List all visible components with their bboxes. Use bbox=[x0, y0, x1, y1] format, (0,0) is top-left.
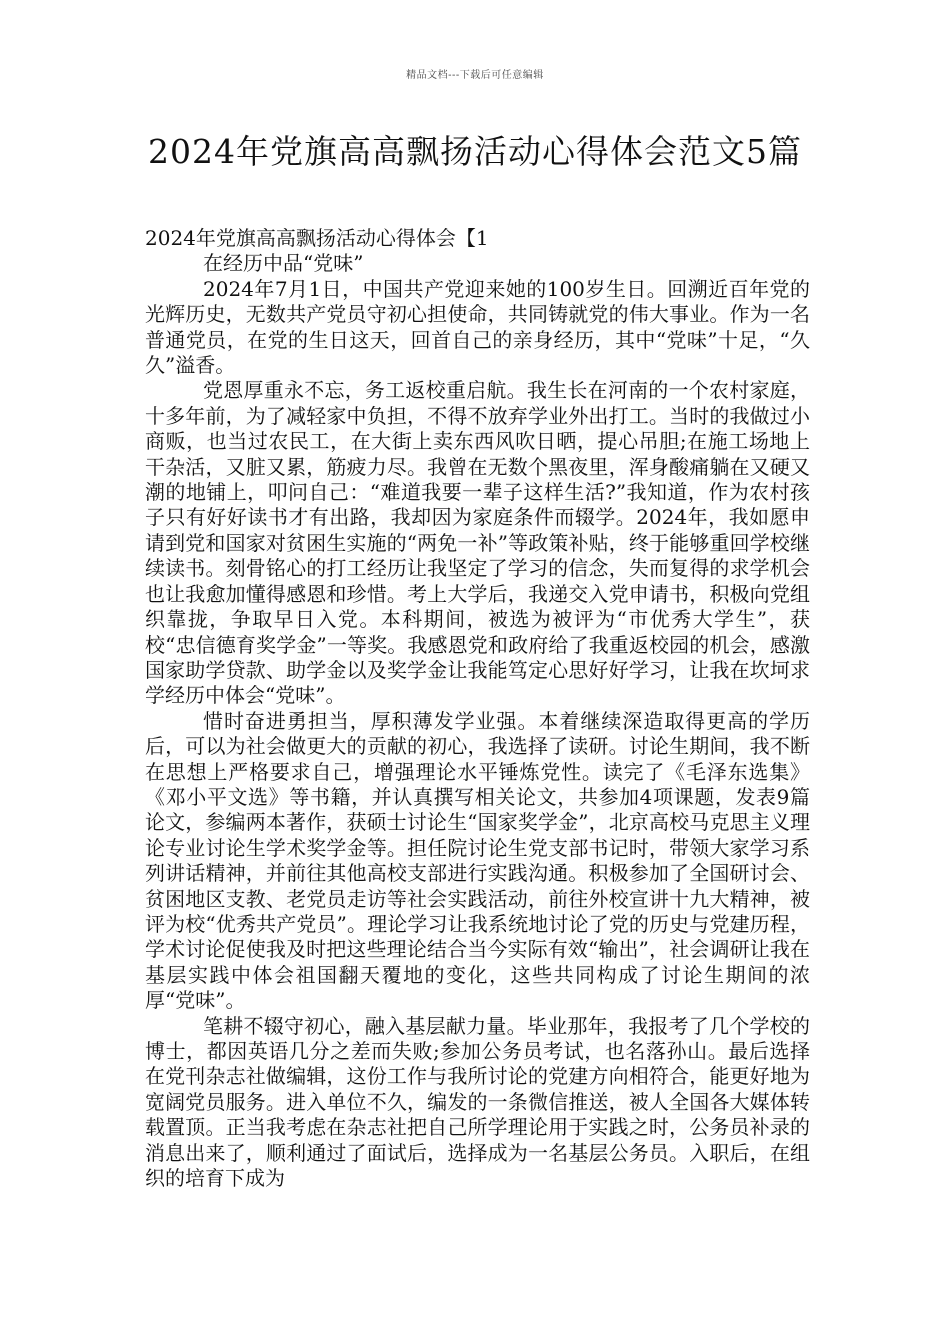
paragraph-1: 2024年7月1日，中国共产党迎来她的100岁生日。回溯近百年党的光辉历史，无数共产党员守初心担使命，共同铸就党的伟大事业。作为一名普通党员，在党的生日这天，回首自己的亲身经历，其中“党味”十足，“久久”溢香。 bbox=[145, 276, 810, 378]
paragraph-4: 笔耕不辍守初心，融入基层献力量。毕业那年，我报考了几个学校的博士，都因英语几分之差而失败;参加公务员考试，也名落孙山。最后选择在党刊杂志社做编辑，这份工作与我所讨论的党建方向相符合，能更好地为宽阔党员服务。进入单位不久，编发的一条微信推送，被人全国各大媒体转载置顶。正当我考虑在杂志社把自己所学理论用于实践之时，公务员补录的消息出来了，顺利通过了面试后，选择成为一名基层公务员。入职后，在组织的培育下成为 bbox=[145, 1013, 810, 1191]
paragraph-3: 惜时奋进勇担当，厚积薄发学业强。本着继续深造取得更高的学历后，可以为社会做更大的贡献的初心，我选择了读研。讨论生期间，我不断在思想上严格要求自己，增强理论水平锤炼党性。读完了《毛泽东选集》《邓小平文选》等书籍，并认真撰写相关论文，共参加4项课题，发表9篇论文，参编两本著作，获硕士讨论生“国家奖学金”，北京高校马克思主义理论专业讨论生学术奖学金等。担任院讨论生党支部书记时，带领大家学习系列讲话精神，并前往其他高校支部进行实践沟通。积极参加了全国研讨会、贫困地区支教、老党员走访等社会实践活动，前往外校宣讲十九大精神，被评为校“优秀共产党员”。理论学习让我系统地讨论了党的历史与党建历程，学术讨论促使我及时把这些理论结合当今实际有效“输出”，社会调研让我在基层实践中体会祖国翻天覆地的变化，这些共同构成了讨论生期间的浓厚“党味”。 bbox=[145, 708, 810, 1013]
document-title: 2024年党旗高高飘扬活动心得体会范文5篇 bbox=[148, 132, 802, 171]
section-heading: 2024年党旗高高飘扬活动心得体会【1 bbox=[145, 226, 489, 250]
paragraph-2: 党恩厚重永不忘，务工返校重启航。我生长在河南的一个农村家庭，十多年前，为了减轻家中负担，不得不放弃学业外出打工。当时的我做过小商贩，也当过农民工，在大街上卖东西风吹日晒，提心吊胆;在施工场地上干杂活，又脏又累，筋疲力尽。我曾在无数个黑夜里，浑身酸痛躺在又硬又潮的地铺上，叩问自己：“难道我要一辈子这样生活?”我知道，作为农村孩子只有好好读书才有出路，我却因为家庭条件而辍学。2024年，我如愿申请到党和国家对贫困生实施的“两免一补”等政策补贴，终于能够重回学校继续读书。刻骨铭心的打工经历让我坚定了学习的信念，失而复得的求学机会也让我愈加懂得感恩和珍惜。考上大学后，我递交入党申请书，积极向党组织靠拢，争取早日入党。本科期间，被选为被评为“市优秀大学生”，获校“忠信德育奖学金”一等奖。我感恩党和政府给了我重返校园的机会，感激国家助学贷款、助学金以及奖学金让我能笃定心思好好学习，让我在坎坷求学经历中体会“党味”。 bbox=[145, 378, 810, 708]
document-body bbox=[145, 226, 810, 1191]
header-note: 精品文档---下载后可任意编辑 bbox=[406, 70, 544, 81]
subheading: 在经历中品“党味” bbox=[203, 251, 364, 276]
